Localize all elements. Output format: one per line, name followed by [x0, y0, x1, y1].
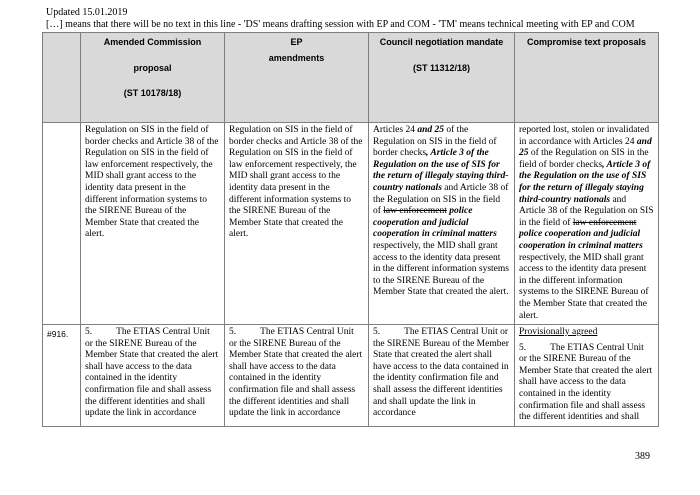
- commission-column-header: Amended Commission proposal (ST 10178/18): [81, 33, 225, 123]
- page-number: 389: [635, 451, 650, 462]
- status-label: Provisionally agreed: [519, 327, 598, 338]
- table-row: [43, 325, 659, 427]
- row-number-header: [43, 33, 81, 123]
- compromise-text: reported lost, stolen or invalidated in accordance with Articles 24 and 25 of the Regulation on SIS in the field of border checks, Article 3 of the Regulation on the use of SIS for the return of illegaly staying third-country nationals and Article 38 of the Regulation on SIS in the field of law enforcement police cooperation and judicial cooperation in criminal matters respectively, the MID shall grant access to the identity data present in the different information systems to the SIRENE Bureau of the Member State that created the alert.: [515, 123, 659, 325]
- row-number: [43, 123, 81, 325]
- compromise-column-header: Compromise text proposals: [515, 33, 659, 123]
- council-column-header: Council negotiation mandate (ST 11312/18): [369, 33, 515, 123]
- legend-note: […] means that there will be no text in this line - 'DS' means drafting session with EP and COM - 'TM' means technical meeting with EP and COM: [46, 19, 635, 30]
- row-number: #916.: [43, 325, 81, 427]
- deleted-text: law enforcement: [572, 217, 637, 228]
- council-text: Articles 24 and 25 of the Regulation on SIS in the field of border checks, Article 3 of the Regulation on the use of SIS for the return of illegaly staying third-country nationals and Article 38 of the Regulation on SIS in the field of law enforcement police cooperation and judicial cooperation in criminal matters respectively, the MID shall grant access to the identity data present in the different information systems to the SIRENE Bureau of the Member State that created the alert.: [369, 123, 515, 325]
- ep-text: Regulation on SIS in the field of border checks and Article 38 of the Regulation on SIS in the field of law enforcement respectively, the MID shall grant access to the identity data present in the different information systems to the SIRENE Bureau of the Member State that created the alert.: [225, 123, 369, 325]
- compromise-text: Provisionally agreed 5. The ETIAS Central Unit or the SIRENE Bureau of the Member State that created the alert shall have access to the data contained in the identity confirmation file and shall assess the different identities and shall: [515, 325, 659, 427]
- commission-text: 5. The ETIAS Central Unit or the SIRENE Bureau of the Member State that created the alert shall have access to the data contained in the identity confirmation file and shall assess the different identities and shall update the link in accordance: [81, 325, 225, 427]
- document-header: [46, 7, 635, 31]
- ep-column-header: EP amendments: [225, 33, 369, 123]
- updated-date: Updated 15.01.2019: [46, 7, 128, 18]
- council-text: 5. The ETIAS Central Unit or the SIRENE Bureau of the Member State that created the alert shall have access to the data contained in the identity confirmation file and shall assess the different identities and shall update the link in accordance: [369, 325, 515, 427]
- ep-text: 5. The ETIAS Central Unit or the SIRENE Bureau of the Member State that created the alert shall have access to the data contained in the identity confirmation file and shall assess the different identities and shall update the link in accordance: [225, 325, 369, 427]
- table-row: [43, 123, 659, 325]
- table-header-row: [43, 33, 659, 123]
- deleted-text: law enforcement: [383, 206, 447, 217]
- comparison-table: [42, 32, 659, 427]
- commission-text: Regulation on SIS in the field of border checks and Article 38 of the Regulation on SIS in the field of law enforcement respectively, the MID shall grant access to the identity data present in the different information systems to the SIRENE Bureau of the Member State that created the alert.: [81, 123, 225, 325]
